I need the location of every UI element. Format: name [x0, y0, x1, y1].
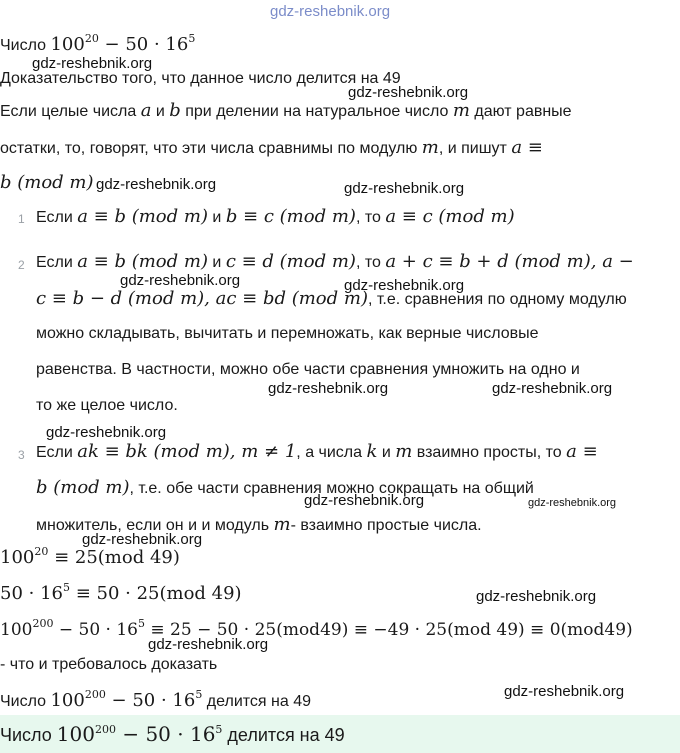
watermark: gdz-reshebnik.org — [344, 180, 465, 197]
equation-3: $100^{200} - 50 \cdot 16^5 \equiv 25 - 50 \cdot 25(mod49) \equiv -49 \cdot 25(mod$ 49) ≡ 0(mod49) — [0, 617, 633, 640]
list-item-line: Если a ≡ b (mod m) и c ≡ d (mod m), то a + c ≡ b + d (mod m), a − — [36, 251, 634, 272]
watermark: gdz-reshebnik.org — [46, 424, 167, 441]
watermark: gdz-reshebnik.org — [268, 380, 389, 397]
watermark: gdz-reshebnik.org — [148, 636, 269, 653]
watermark: gdz-reshebnik.org — [32, 55, 153, 72]
watermark: gdz-reshebnik.org — [96, 176, 217, 193]
list-item-line: b (mod m), т.е. обе части сравнения можно сокращать на общий — [36, 477, 534, 498]
list-item-line: множитель, если он и и модуль m- взаимно простые числа. — [36, 514, 482, 535]
list-number: 3 — [18, 448, 25, 462]
intro-line-2: остатки, то, говорят, что эти числа сравнимы по модулю m, и пишут a ≡ — [0, 137, 543, 158]
list-item-line: равенства. В частности, можно обе части сравнения умножить на одно и — [36, 361, 580, 378]
list-number: 1 — [18, 212, 25, 226]
watermark: gdz-reshebnik.org — [304, 492, 425, 509]
qed-text: - что и требовалось доказать — [0, 656, 218, 673]
watermark: gdz-reshebnik.org — [348, 84, 469, 101]
watermark: gdz-reshebnik.org — [344, 277, 465, 294]
watermark: gdz-reshebnik.org — [270, 3, 391, 20]
list-item-line: c ≡ b − d (mod m), ac ≡ bd (mod m), т.е. сравнения по одному модулю — [36, 288, 627, 309]
problem-statement: Число $100^{20} - 50 \cdot 16^5$ — [0, 32, 196, 55]
watermark: gdz-reshebnik.org — [476, 588, 597, 605]
list-item-line: Если ak ≡ bk (mod m), m ≠ 1, а числа k и m взаимно просты, то a ≡ — [36, 441, 598, 462]
equation-2: $50 \cdot 16^5 \equiv 50 \cdot 25(mod$ 49) — [0, 581, 242, 604]
list-item: Если a ≡ b (mod m) и b ≡ c (mod m), то a ≡ c (mod m) — [36, 206, 515, 227]
list-item-line: то же целое число. — [36, 397, 178, 414]
watermark: gdz-reshebnik.org — [492, 380, 613, 397]
equation-1: $100^{20} \equiv 25(mod$ 49) — [0, 545, 180, 568]
answer-box — [0, 715, 680, 753]
watermark: gdz-reshebnik.org — [504, 683, 625, 700]
list-item-line: можно складывать, вычитать и перемножать, как верные числовые — [36, 325, 539, 342]
list-number: 2 — [18, 258, 25, 272]
watermark: gdz-reshebnik.org — [82, 531, 203, 548]
conclusion: Число $100^{200} - 50 \cdot 16^5$ делится на 49 — [0, 688, 311, 711]
intro-line-1: Если целые числа a и b при делении на натуральное число m дают равные — [0, 100, 572, 121]
intro-line-3: b (mod m) — [0, 172, 94, 193]
watermark: gdz-reshebnik.org — [120, 272, 241, 289]
proof-title: Доказательство того, что данное число делится на 49 — [0, 70, 401, 87]
answer-text: Число $100^{200} - 50 \cdot 16^5$ делится на 49 — [0, 722, 345, 746]
watermark: gdz-reshebnik.org — [528, 497, 617, 509]
